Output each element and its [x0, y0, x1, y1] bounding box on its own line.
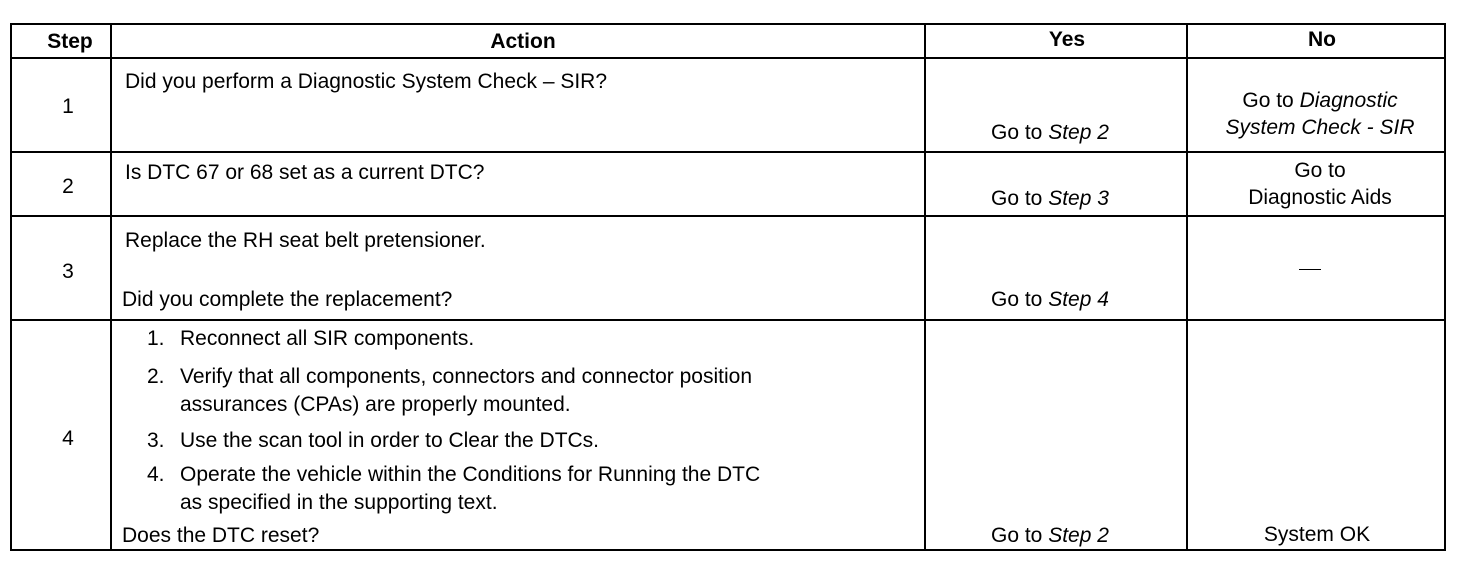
- step-number: 2: [62, 175, 74, 198]
- yes-cell: [991, 121, 1109, 145]
- list-item-number: 2.: [147, 365, 165, 388]
- diagnostic-link[interactable]: System Check - SIR: [1225, 116, 1415, 139]
- diagnostic-table: [10, 23, 1446, 551]
- no-cell: Go to: [1294, 159, 1346, 182]
- list-item-number: 4.: [147, 463, 165, 486]
- column-divider: [924, 25, 926, 549]
- no-cell: [1242, 89, 1397, 113]
- list-item-number: 3.: [147, 429, 165, 452]
- yes-prefix: Go to: [991, 524, 1049, 547]
- list-item: Use the scan tool in order to Clear the DTCs.: [180, 429, 600, 452]
- yes-cell: [991, 187, 1109, 211]
- step-link[interactable]: Step 2: [1048, 524, 1109, 547]
- action-text: Replace the RH seat belt pretensioner.: [125, 229, 486, 252]
- yes-prefix: Go to: [991, 288, 1049, 311]
- action-text: Did you perform a Diagnostic System Check – SIR?: [125, 70, 608, 93]
- row-divider: [12, 215, 1444, 217]
- row-divider: [12, 151, 1444, 153]
- step-number: 1: [62, 95, 74, 118]
- step-number: 4: [62, 427, 74, 450]
- header-yes: Yes: [1048, 28, 1086, 51]
- step-link[interactable]: Step 3: [1048, 187, 1109, 210]
- step-link[interactable]: Step 2: [1048, 121, 1109, 144]
- diagnostic-link[interactable]: Diagnostic: [1299, 89, 1398, 112]
- action-question: Does the DTC reset?: [122, 524, 320, 547]
- no-cell-line-2[interactable]: Diagnostic Aids: [1248, 186, 1392, 209]
- list-item: Operate the vehicle within the Conditions for Running the DTC: [180, 463, 761, 486]
- no-cell-line-2: [1225, 116, 1414, 140]
- no-dash: [1299, 269, 1321, 270]
- header-action: Action: [490, 30, 556, 53]
- row-divider: [12, 57, 1444, 59]
- list-item-continued: assurances (CPAs) are properly mounted.: [180, 393, 571, 416]
- yes-prefix: Go to: [991, 187, 1049, 210]
- header-no: No: [1308, 28, 1336, 51]
- list-item: Verify that all components, connectors and connector position: [180, 365, 753, 388]
- no-cell: System OK: [1263, 523, 1371, 546]
- step-link[interactable]: Step 4: [1048, 288, 1109, 311]
- list-item: Reconnect all SIR components.: [180, 327, 475, 350]
- yes-prefix: Go to: [991, 121, 1049, 144]
- column-divider: [1186, 25, 1188, 549]
- row-divider: [12, 319, 1444, 321]
- action-question: Did you complete the replacement?: [122, 288, 453, 311]
- yes-cell: [991, 524, 1109, 548]
- list-item-continued: as specified in the supporting text.: [180, 491, 498, 514]
- yes-cell: [991, 288, 1109, 312]
- header-step: Step: [47, 30, 93, 53]
- list-item-number: 1.: [147, 327, 165, 350]
- column-divider: [110, 25, 112, 549]
- action-text: Is DTC 67 or 68 set as a current DTC?: [125, 161, 485, 184]
- no-prefix: Go to: [1242, 89, 1300, 112]
- step-number: 3: [62, 260, 74, 283]
